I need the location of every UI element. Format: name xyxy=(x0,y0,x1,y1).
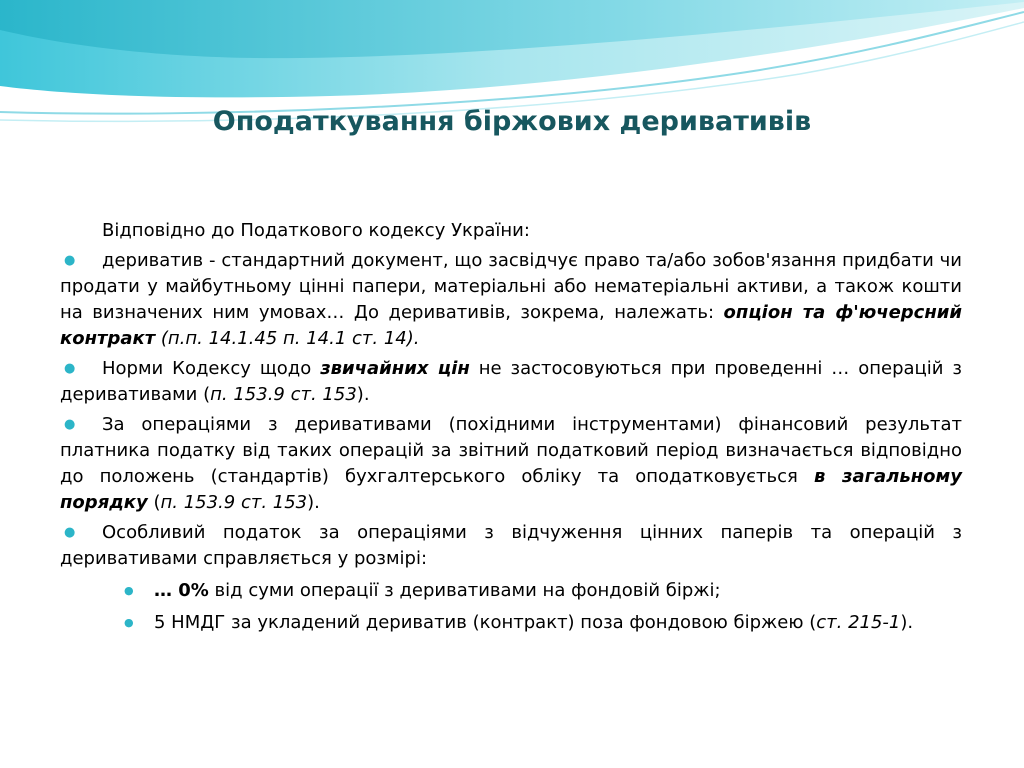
reference: (п.п. 14.1.45 п. 14.1 ст. 14). xyxy=(155,328,420,349)
bullet-icon: ● xyxy=(64,525,76,540)
list-item: ● Особливий податок за операціями з відчуження цінних паперів та операцій з деривативами справляється у розмірі: xyxy=(60,522,962,569)
emphasis: опціон та ф'ючерсний контракт xyxy=(60,302,962,349)
list-item: ● За операціями з деривативами (похідними інструментами) фінансовий результат платника податку від таких операцій за звітний податковий період визначається відповідно до положень (стандартів) бухгалтерського обліку та оподатковується в загальному порядку (п. 153.9 ст. 153). xyxy=(60,414,962,513)
slide-title: Оподаткування біржових деривативів xyxy=(212,106,812,137)
bullet-icon: ● xyxy=(124,584,134,597)
bullet-icon: ● xyxy=(64,253,76,268)
bullet-icon: ● xyxy=(124,616,134,629)
reference: ст. 215-1 xyxy=(816,612,901,633)
bullet-icon: ● xyxy=(64,417,76,432)
emphasis: … 0% xyxy=(154,580,209,601)
intro-text: Відповідно до Податкового кодексу України: xyxy=(102,220,530,241)
list-item: ● дериватив - стандартний документ, що засвідчує право та/або зобов'язання придбати чи продати у майбутньому цінні папери, матеріальні або нематеріальні активи, а також кошти на визначених ним умовах… До деривативів, зокрема, належать: опціон та ф'ючерсний контракт (п.п. 14.1.45 п. 14.1 ст. 14). xyxy=(60,250,962,349)
emphasis: звичайних цін xyxy=(320,358,470,379)
slide-content xyxy=(60,218,962,641)
bullet-icon: ● xyxy=(64,361,76,376)
reference: п. 153.9 ст. 153 xyxy=(160,492,308,513)
emphasis: в загальному порядку xyxy=(60,466,962,513)
sub-list-item: ● … 0% від суми операції з деривативами на фондовій біржі; xyxy=(124,580,721,601)
sub-list-item: ● 5 НМДГ за укладений дериватив (контракт) поза фондовою біржею (ст. 215-1). xyxy=(124,612,914,633)
reference: п. 153.9 ст. 153 xyxy=(210,384,357,405)
list-item: ● Норми Кодексу щодо звичайних цін не застосовуються при проведенні … операцій з деривативами (п. 153.9 ст. 153). xyxy=(60,358,962,405)
